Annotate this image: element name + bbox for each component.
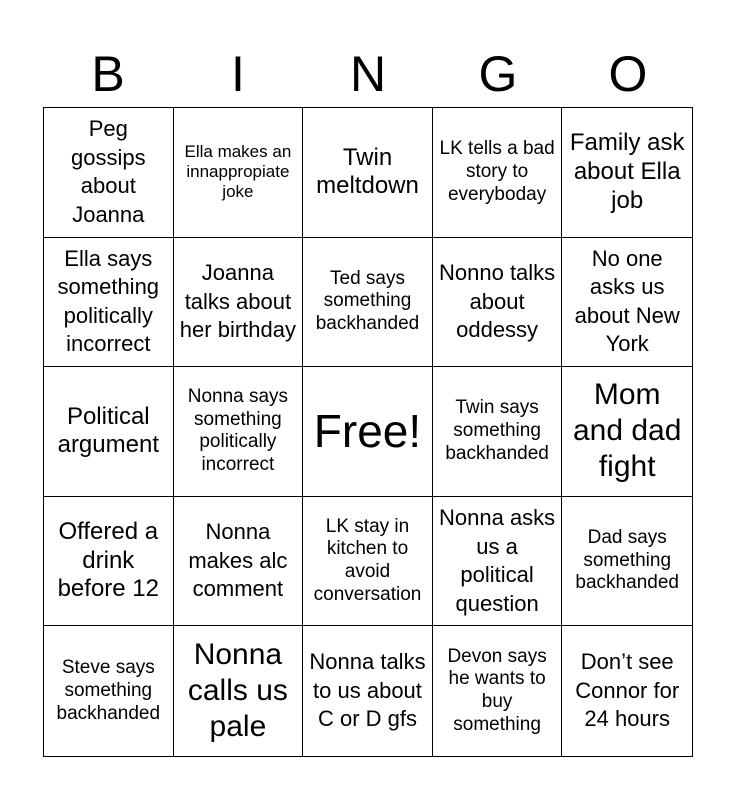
bingo-cell-r1-c3[interactable] [303, 108, 433, 238]
bingo-cell-r3-c5[interactable] [562, 367, 692, 497]
bingo-cell-r1-c4[interactable] [433, 108, 563, 238]
bingo-cell-text: Steve says something backhanded [56, 657, 161, 724]
bingo-cell-free[interactable] [303, 367, 433, 497]
bingo-cell-text: Nonna makes alc comment [188, 519, 288, 602]
bingo-cell-text: LK tells a bad story to everyboday [439, 138, 555, 205]
bingo-cell-text: Nonno talks about oddessy [439, 260, 556, 343]
bingo-cell-text: Ted says something backhanded [315, 267, 420, 335]
bingo-cell-r4-c5[interactable] [562, 497, 692, 627]
header-letter-g: G [478, 46, 518, 102]
bingo-cell-text: Dad says something backhanded [575, 526, 679, 594]
bingo-cell-text: Offered a drink before 12 [57, 517, 159, 603]
bingo-cell-r2-c3[interactable] [303, 238, 433, 368]
bingo-cell-text: Nonna talks to us about C or D gfs [309, 649, 426, 732]
bingo-header [43, 40, 693, 108]
bingo-cell-r3-c1[interactable] [44, 367, 174, 497]
bingo-cell-text: Don’t see Connor for 24 hours [575, 649, 680, 732]
header-letter-i: I [231, 46, 245, 102]
bingo-cell-r5-c1[interactable] [44, 626, 174, 756]
bingo-cell-text: Ella says something politically incorrect [57, 245, 160, 357]
free-space-text: Free! [313, 404, 422, 457]
bingo-cell-text: Nonna says something politically incorrect [187, 385, 289, 476]
bingo-cell-r2-c4[interactable] [433, 238, 563, 368]
bingo-cell-text: Nonna asks us a political question [439, 504, 556, 616]
bingo-cell-r5-c3[interactable] [303, 626, 433, 756]
bingo-cell-r3-c2[interactable] [174, 367, 304, 497]
header-letter-o: O [608, 46, 648, 102]
bingo-cell-text: Devon says he wants to buy something [447, 645, 547, 735]
bingo-cell-r5-c5[interactable] [562, 626, 692, 756]
bingo-cell-r5-c4[interactable] [433, 626, 563, 756]
bingo-cell-r2-c1[interactable] [44, 238, 174, 368]
bingo-cell-text: LK stay in kitchen to avoid conversation [313, 515, 422, 605]
bingo-cell-r2-c2[interactable] [174, 238, 304, 368]
bingo-cell-text: Twin meltdown [316, 143, 419, 200]
bingo-cell-text: Joanna talks about her birthday [179, 260, 296, 343]
bingo-cell-text: Ella makes an innappropiate joke [184, 141, 292, 202]
bingo-cell-r5-c2[interactable] [174, 626, 304, 756]
bingo-cell-r4-c1[interactable] [44, 497, 174, 627]
bingo-cell-r1-c1[interactable] [44, 108, 174, 238]
bingo-cell-text: Peg gossips about Joanna [71, 116, 146, 227]
bingo-cell-text: Mom and dad fight [572, 378, 682, 484]
bingo-cell-r1-c2[interactable] [174, 108, 304, 238]
bingo-cell-r3-c4[interactable] [433, 367, 563, 497]
bingo-cell-text: No one asks us about New York [574, 245, 680, 357]
header-letter-n: N [349, 46, 387, 102]
bingo-cell-r4-c4[interactable] [433, 497, 563, 627]
bingo-cell-r4-c3[interactable] [303, 497, 433, 627]
bingo-cell-text: Family ask about Ella job [569, 129, 685, 214]
bingo-cell-r2-c5[interactable] [562, 238, 692, 368]
bingo-cell-r1-c5[interactable] [562, 108, 692, 238]
bingo-cell-r4-c2[interactable] [174, 497, 304, 627]
bingo-cell-text: Political argument [57, 402, 159, 459]
bingo-board [43, 107, 693, 757]
bingo-cell-text: Twin says something backhanded [445, 397, 549, 464]
header-letter-b: B [91, 46, 125, 102]
bingo-cell-text: Nonna calls us pale [187, 638, 288, 744]
